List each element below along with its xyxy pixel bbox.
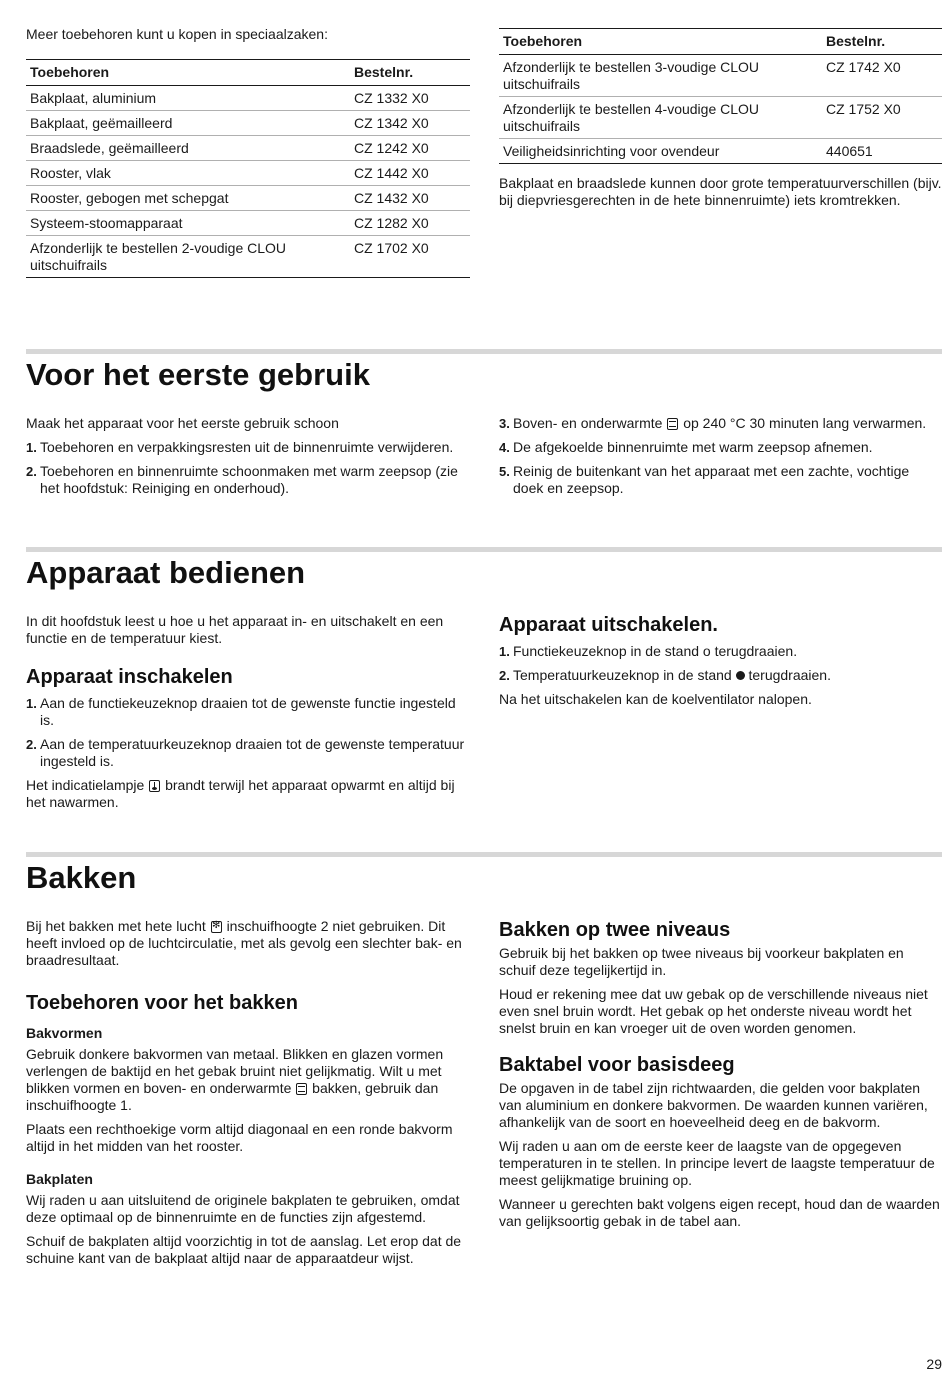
- table-cell-item: Bakplaat, geëmailleerd: [26, 111, 350, 136]
- baking-right: [499, 918, 942, 1230]
- paragraph-text: Gebruik donkere bakvormen van metaal. Blikken en glazen vormen verlengen de baktijd en het gebak bruint niet gelijkmatig. Wilt u met blikken vormen en boven- en onderwarmte: [26, 1046, 444, 1096]
- top-bottom-heat-icon: [667, 418, 678, 430]
- table-header-item: Toebehoren: [26, 60, 350, 86]
- section-divider: [26, 547, 942, 552]
- table-cell-item: Braadslede, geëmailleerd: [26, 136, 350, 161]
- table-row: [26, 136, 470, 161]
- table-row: [499, 55, 942, 97]
- step-text: Functiekeuzeknop in de stand o terugdraaien.: [513, 643, 798, 659]
- bakvormen-paragraph-2: Plaats een rechthoekige vorm altijd diagonaal en een ronde bakvorm altijd in het midden van het rooster.: [26, 1121, 453, 1154]
- accessories-table-left: [26, 59, 470, 278]
- operate-intro: In dit hoofdstuk leest u hoe u het apparaat in- en uitschakelt en een functie en de temperatuur kiest.: [26, 613, 444, 646]
- list-item: [499, 643, 942, 660]
- section-divider: [26, 349, 942, 354]
- step-text: Aan de temperatuurkeuzeknop draaien tot de gewenste temperatuur ingesteld is.: [40, 736, 465, 769]
- table-cell-item: Veiligheidsinrichting voor ovendeur: [499, 139, 822, 164]
- two-levels-paragraph-2: Houd er rekening mee dat uw gebak op de verschillende niveaus niet even snel bruin wordt. Het gebak op het onderste niveau wordt het snelst bruin en kan vroeger uit de oven worden genomen.: [499, 986, 928, 1036]
- list-item: [499, 667, 942, 684]
- list-item: [499, 463, 942, 497]
- bakvormen-paragraph: [26, 1046, 470, 1114]
- note-text: Het indicatielampje: [26, 777, 145, 793]
- table-cell-nr: CZ 1752 X0: [822, 97, 942, 139]
- operate-left: [26, 613, 470, 811]
- bakplaten-paragraph-2: Schuif de bakplaten altijd voorzichtig in tot de aanslag. Let erop dat de schuine kant van de bakplaat altijd naar de apparaatdeur wijst.: [26, 1233, 462, 1266]
- table-row: [499, 97, 942, 139]
- step-number: 1.: [26, 440, 37, 455]
- step-number: 3.: [499, 416, 510, 431]
- heating-indicator-icon: [149, 780, 160, 792]
- table-cell-nr: CZ 1432 X0: [350, 186, 470, 211]
- step-text: Boven- en onderwarmte: [513, 415, 663, 431]
- table-cell-nr: CZ 1282 X0: [350, 211, 470, 236]
- operate-on-note: [26, 777, 470, 811]
- baking-table-paragraph-3: Wanneer u gerechten bakt volgens eigen recept, houd dan de waarden van gelijksoortig gebak in de tabel aan.: [499, 1196, 940, 1229]
- accessories-intro: Meer toebehoren kunt u kopen in speciaalzaken:: [26, 26, 328, 42]
- table-header-nr: Bestelnr.: [350, 60, 470, 86]
- list-item: [26, 439, 470, 456]
- top-bottom-heat-icon: [296, 1083, 307, 1095]
- baking-table-paragraph: De opgaven in de tabel zijn richtwaarden, die gelden voor bakplaten van aluminium en donkere bakvormen. De waarden kunnen variëren, afhankelijk van de soort en hoeveelheid deeg en de bakvorm.: [499, 1080, 928, 1130]
- table-cell-item: Afzonderlijk te bestellen 3-voudige CLOU uitschuifrails: [499, 55, 822, 97]
- table-row: [499, 139, 942, 164]
- table-header-nr: Bestelnr.: [822, 29, 942, 55]
- list-item: [499, 439, 942, 456]
- table-cell-nr: CZ 1742 X0: [822, 55, 942, 97]
- subheading-bakvormen: Bakvormen: [26, 1025, 103, 1041]
- subheading-bakplaten: Bakplaten: [26, 1171, 93, 1187]
- table-cell-nr: CZ 1332 X0: [350, 86, 470, 111]
- operate-off-note: Na het uitschakelen kan de koelventilator nalopen.: [499, 691, 812, 707]
- section-divider: [26, 852, 942, 857]
- note-text: brandt terwijl het apparaat opwarmt en altijd bij het nawarmen.: [26, 777, 455, 810]
- accessories-table-right: [499, 28, 942, 164]
- table-row: [26, 86, 470, 111]
- table-cell-nr: CZ 1702 X0: [350, 236, 470, 278]
- subsection-title-switch-on: Apparaat inschakelen: [26, 666, 233, 688]
- step-text: Temperatuurkeuzeknop in de stand: [513, 667, 732, 683]
- step-text: terugdraaien.: [748, 667, 831, 683]
- table-note: Bakplaat en braadslede kunnen door grote temperatuurverschillen (bijv. bij diepvriesgerechten in de hete binnenruimte) iets kromtrekken.: [499, 175, 942, 208]
- table-row: [26, 211, 470, 236]
- list-item: [26, 695, 470, 729]
- list-item: [499, 415, 942, 432]
- table-header-item: Toebehoren: [499, 29, 822, 55]
- step-text: De afgekoelde binnenruimte met warm zeepsop afnemen.: [513, 439, 873, 455]
- table-cell-nr: CZ 1342 X0: [350, 111, 470, 136]
- step-text: Toebehoren en binnenruimte schoonmaken met warm zeepsop (zie het hoofdstuk: Reiniging en onderhoud).: [40, 463, 458, 496]
- table-row: [26, 111, 470, 136]
- step-text: Reinig de buitenkant van het apparaat met een zachte, vochtige doek en zeepsop.: [513, 463, 910, 496]
- table-cell-item: Rooster, gebogen met schepgat: [26, 186, 350, 211]
- section-title-first-use: Voor het eerste gebruik: [26, 357, 370, 392]
- first-use-right: [499, 415, 942, 504]
- operate-right: [499, 613, 942, 708]
- table-cell-item: Afzonderlijk te bestellen 4-voudige CLOU uitschuifrails: [499, 97, 822, 139]
- bakplaten-paragraph: Wij raden u aan uitsluitend de originele bakplaten te gebruiken, omdat deze optimaal op de binnenruimte en de functies zijn afgestemd.: [26, 1192, 460, 1225]
- baking-intro-text: Bij het bakken met hete lucht: [26, 918, 206, 934]
- step-text: op 240 °C 30 minuten lang verwarmen.: [683, 415, 927, 431]
- step-number: 2.: [26, 737, 37, 752]
- step-number: 1.: [26, 696, 37, 711]
- step-number: 5.: [499, 464, 510, 479]
- step-text: Toebehoren en verpakkingsresten uit de binnenruimte verwijderen.: [40, 439, 454, 455]
- list-item: [26, 463, 470, 497]
- hot-air-fan-icon: [211, 921, 222, 933]
- subsection-title-baking-table: Baktabel voor basisdeeg: [499, 1054, 735, 1076]
- step-text: Aan de functiekeuzeknop draaien tot de gewenste functie ingesteld is.: [40, 695, 456, 728]
- paragraph-text: bakken, gebruik dan inschuifhoogte 1.: [26, 1080, 439, 1113]
- baking-table-paragraph-2: Wij raden u aan om de eerste keer de laagste van de opgegeven temperaturen in te stellen. In principe levert de laagste temperatuur de meest gelijkmatige bruining op.: [499, 1138, 935, 1188]
- table-row: [26, 186, 470, 211]
- subsection-title-switch-off: Apparaat uitschakelen.: [499, 614, 718, 636]
- first-use-intro: Maak het apparaat voor het eerste gebruik schoon: [26, 415, 339, 431]
- baking-left: [26, 918, 470, 1267]
- table-cell-nr: CZ 1442 X0: [350, 161, 470, 186]
- list-item: [26, 736, 470, 770]
- table-row: [26, 161, 470, 186]
- step-number: 2.: [499, 668, 510, 683]
- filled-dot-icon: [736, 671, 745, 680]
- first-use-left: [26, 415, 470, 504]
- step-number: 1.: [499, 644, 510, 659]
- table-row: [26, 236, 470, 278]
- table-cell-item: Afzonderlijk te bestellen 2-voudige CLOU uitschuifrails: [26, 236, 350, 278]
- baking-intro-text: inschuifhoogte 2 niet gebruiken. Dit heeft invloed op de luchtcirculatie, met als gevolg een slechter bak- en braadresultaat.: [26, 918, 462, 968]
- subsection-title-baking-accessories: Toebehoren voor het bakken: [26, 992, 298, 1014]
- step-number: 2.: [26, 464, 37, 479]
- two-levels-paragraph: Gebruik bij het bakken op twee niveaus bij voorkeur bakplaten en schuif deze tegelijkertijd in.: [499, 945, 904, 978]
- step-number: 4.: [499, 440, 510, 455]
- page-number: 29: [926, 1356, 942, 1372]
- table-cell-item: Systeem-stoomapparaat: [26, 211, 350, 236]
- table-cell-item: Bakplaat, aluminium: [26, 86, 350, 111]
- subsection-title-two-levels: Bakken op twee niveaus: [499, 919, 731, 941]
- table-cell-item: Rooster, vlak: [26, 161, 350, 186]
- table-cell-nr: 440651: [822, 139, 942, 164]
- table-cell-nr: CZ 1242 X0: [350, 136, 470, 161]
- baking-intro: [26, 918, 470, 969]
- section-title-operate: Apparaat bedienen: [26, 555, 306, 590]
- section-title-baking: Bakken: [26, 860, 137, 895]
